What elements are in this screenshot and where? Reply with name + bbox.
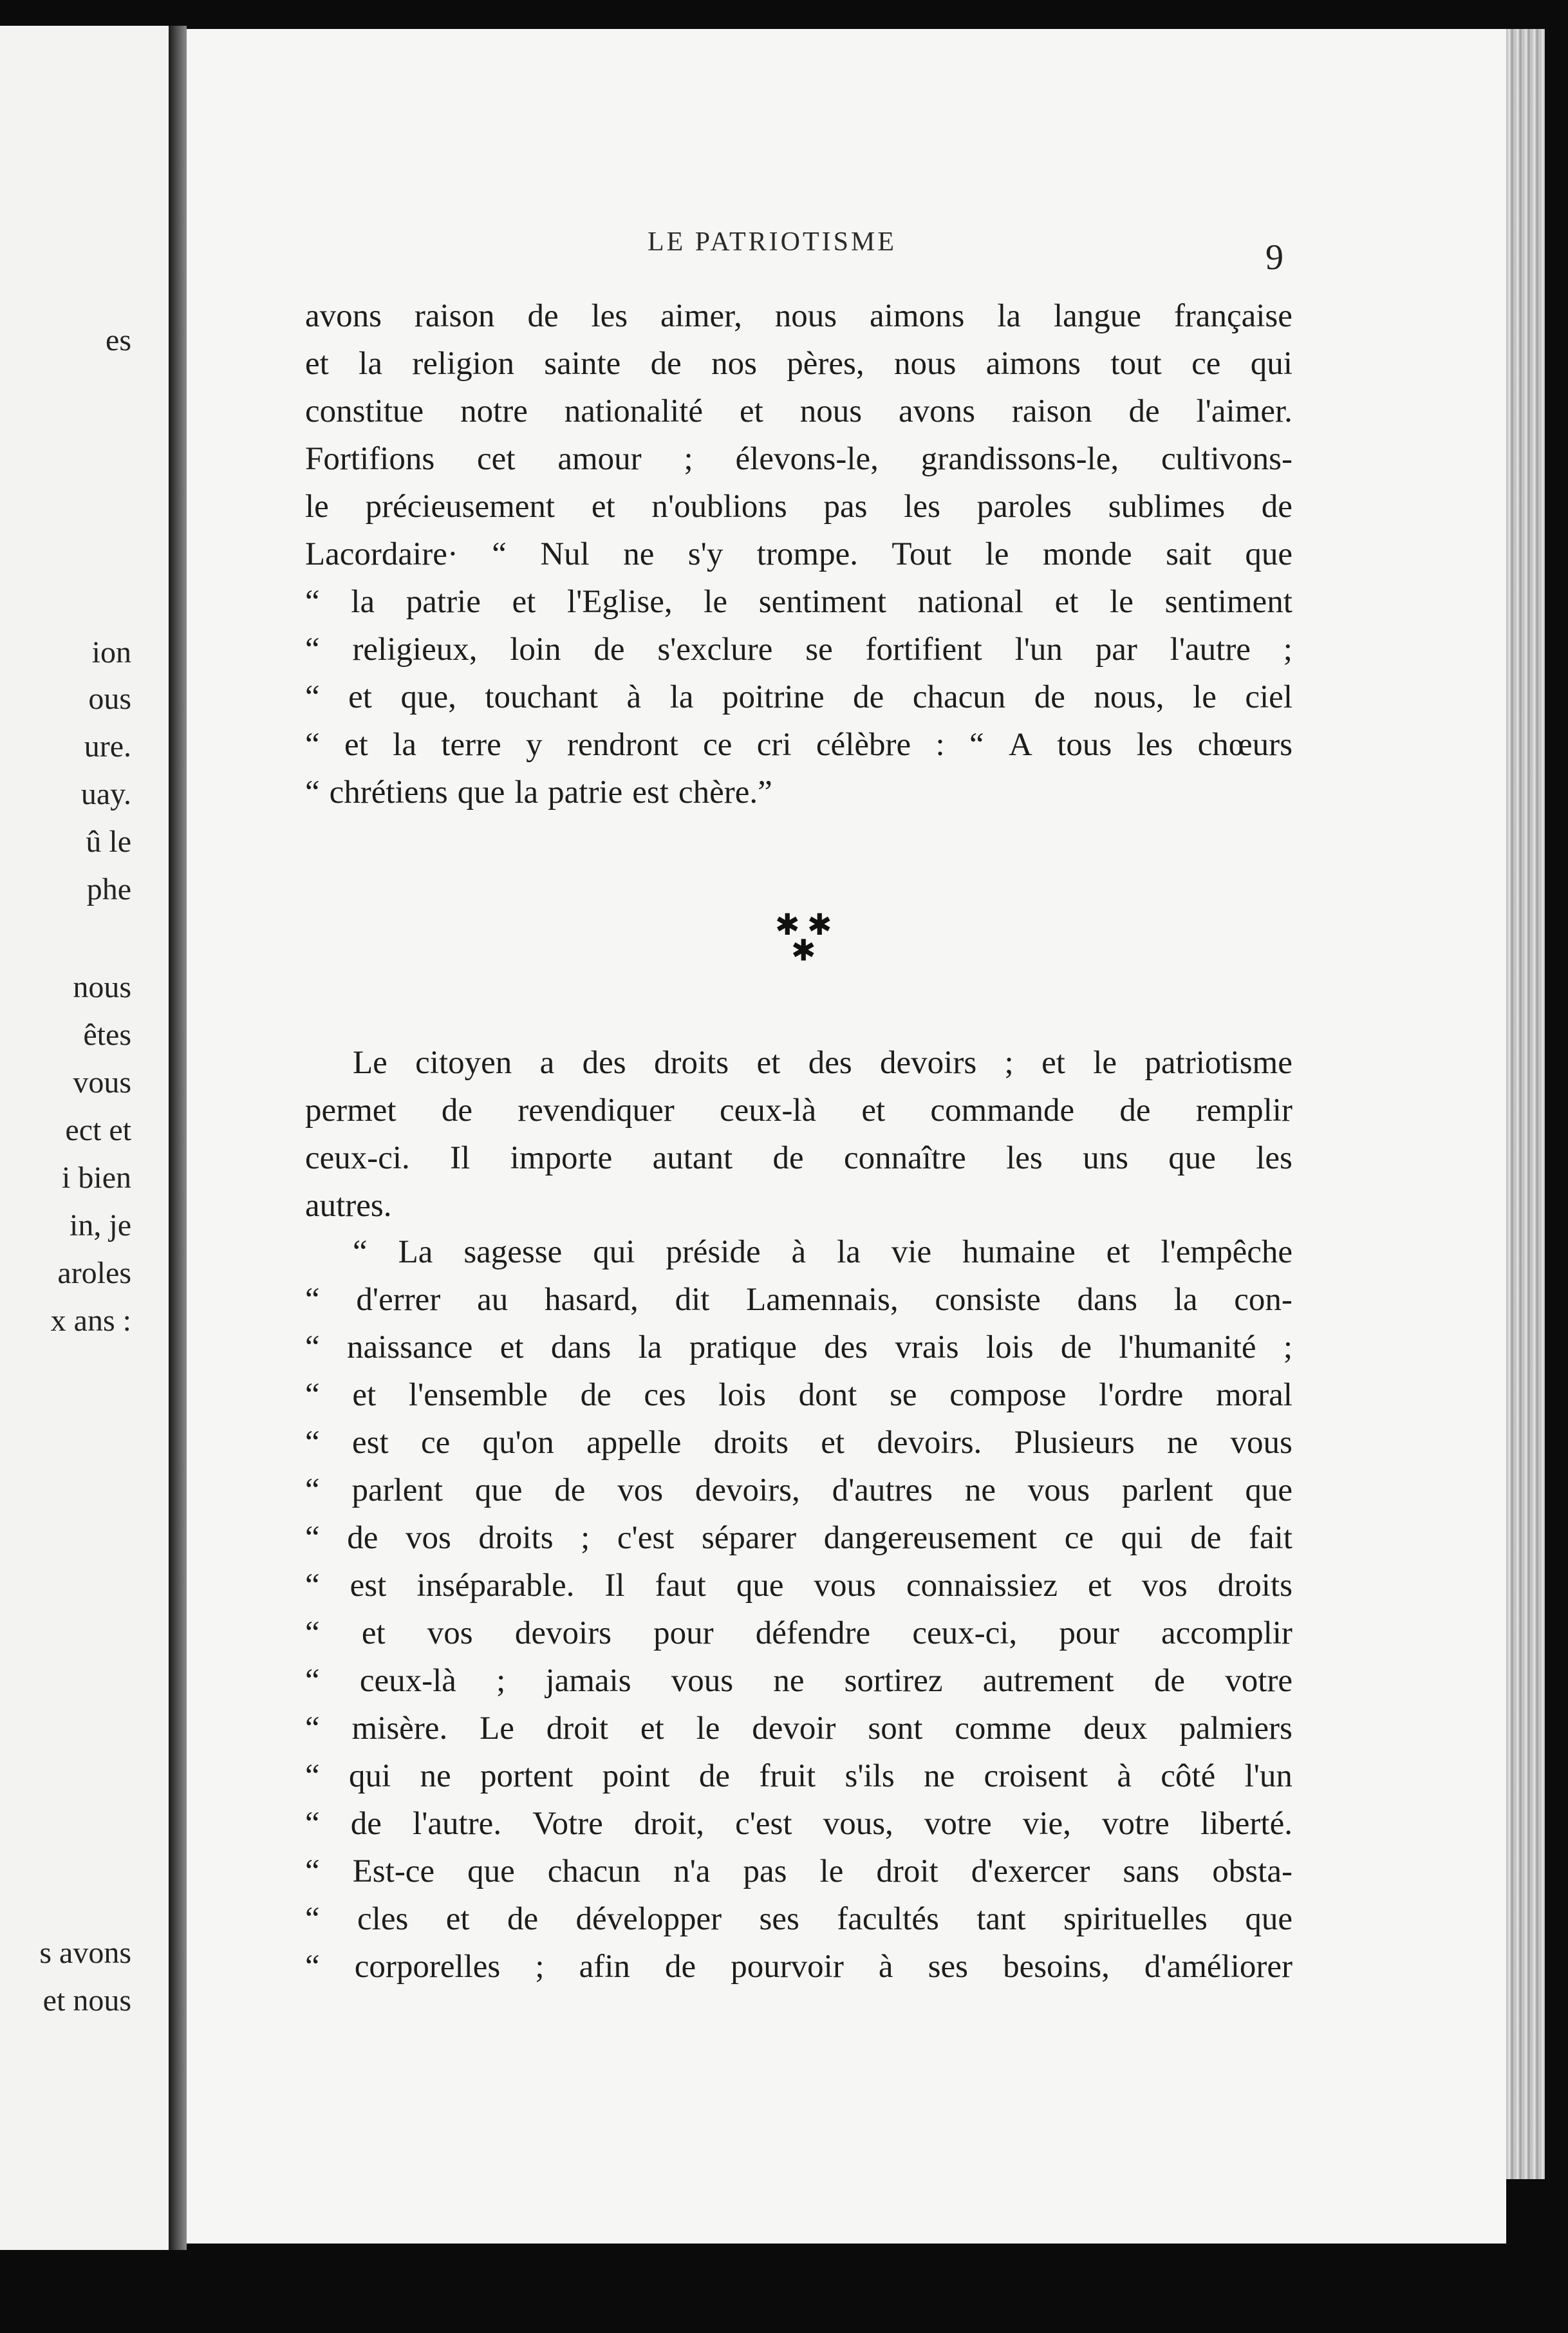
text-line: autres. [305, 1188, 392, 1224]
facing-page-text-fragment: i bien [62, 1161, 131, 1195]
text-line: Le citoyen a des droits et des devoirs ; et le patriotisme [353, 1045, 1293, 1081]
text-line: “ ceux-là ; jamais vous ne sortirez autrement de votre [305, 1663, 1293, 1699]
page-edge [1506, 29, 1545, 2179]
paragraph-lamennais-quote [305, 1228, 1293, 1991]
facing-page-text-fragment: in, je [70, 1208, 131, 1242]
facing-page-text-fragment: x ans : [50, 1304, 131, 1338]
paragraph-patriotism-love [305, 292, 1293, 816]
facing-page-text-fragment: vous [73, 1065, 131, 1100]
facing-page-text-fragment: et nous [42, 1983, 131, 2018]
book-spine [169, 26, 187, 2250]
text-line: et la religion sainte de nos pères, nous aimons tout ce qui [305, 346, 1293, 382]
text-line: “ Est-ce que chacun n'a pas le droit d'exercer sans obsta- [305, 1853, 1293, 1889]
text-line: “ est ce qu'on appelle droits et devoirs. Plusieurs ne vous [305, 1425, 1293, 1461]
text-line: “ parlent que de vos devoirs, d'autres ne vous parlent que [305, 1472, 1293, 1508]
text-line: Fortifions cet amour ; élevons-le, grandissons-le, cultivons- [305, 441, 1293, 477]
text-line: “ La sagesse qui préside à la vie humaine et l'empêche [353, 1234, 1293, 1270]
text-line: “ misère. Le droit et le devoir sont comme deux palmiers [305, 1710, 1293, 1747]
facing-page-text-fragment: uay. [80, 777, 131, 811]
text-line: “ et la terre y rendront ce cri célèbre : “ A tous les chœurs [305, 727, 1293, 763]
text-line: “ de l'autre. Votre droit, c'est vous, votre vie, votre liberté. [305, 1806, 1293, 1842]
facing-page-text-fragment: ure. [84, 729, 131, 764]
page-number: 9 [1265, 238, 1283, 277]
paragraph-rights-duties [305, 1039, 1293, 1230]
text-line: “ cles et de développer ses facultés tant spirituelles que [305, 1901, 1293, 1937]
text-line: “ naissance et dans la pratique des vrais lois de l'humanité ; [305, 1329, 1293, 1365]
facing-page-text-fragment: aroles [57, 1256, 131, 1290]
facing-page-text-fragment: s avons [39, 1936, 131, 1970]
facing-page-text-fragment: ion [91, 635, 131, 670]
facing-page-text-fragment: êtes [83, 1018, 131, 1052]
text-line: “ est inséparable. Il faut que vous connaissiez et vos droits [305, 1568, 1293, 1604]
facing-page-text-fragment: ect et [65, 1113, 131, 1147]
text-line: avons raison de les aimer, nous aimons la langue française [305, 298, 1293, 334]
running-title: LE PATRIOTISME [648, 227, 897, 257]
facing-page-text-fragment: nous [73, 970, 131, 1004]
text-line: “ qui ne portent point de fruit s'ils ne croisent à côté l'un [305, 1758, 1293, 1794]
text-line: “ et vos devoirs pour défendre ceux-ci, pour accomplir [305, 1615, 1293, 1651]
facing-page-text-fragment: û le [86, 825, 131, 859]
facing-page-text-fragment: phe [86, 872, 131, 906]
facing-page-text-fragment: es [106, 323, 131, 357]
text-line: “ d'errer au hasard, dit Lamennais, consiste dans la con- [305, 1282, 1293, 1318]
text-line: “ la patrie et l'Eglise, le sentiment national et le sentiment [305, 584, 1293, 620]
text-line: “ de vos droits ; c'est séparer dangereusement ce qui de fait [305, 1520, 1293, 1556]
text-line: ceux-ci. Il importe autant de connaître les uns que les [305, 1140, 1293, 1176]
text-line: “ corporelles ; afin de pourvoir à ses besoins, d'améliorer [305, 1949, 1293, 1985]
text-line: “ religieux, loin de s'exclure se fortifient l'un par l'autre ; [305, 632, 1293, 668]
text-line: permet de revendiquer ceux-là et commande de remplir [305, 1092, 1293, 1129]
text-line: “ chrétiens que la patrie est chère.” [305, 774, 772, 810]
facing-page-left [0, 26, 169, 2250]
text-line: le précieusement et n'oublions pas les paroles sublimes de [305, 489, 1293, 525]
text-line: constitue notre nationalité et nous avons raison de l'aimer. [305, 393, 1293, 429]
text-line: “ et que, touchant à la poitrine de chacun de nous, le ciel [305, 679, 1293, 715]
text-line: “ et l'ensemble de ces lois dont se compose l'ordre moral [305, 1377, 1293, 1413]
text-line: Lacordaire· “ Nul ne s'y trompe. Tout le monde sait que [305, 536, 1293, 572]
facing-page-text-fragment: ous [88, 682, 131, 716]
asterism-separator: ✱ ✱ ✱ [775, 908, 832, 967]
